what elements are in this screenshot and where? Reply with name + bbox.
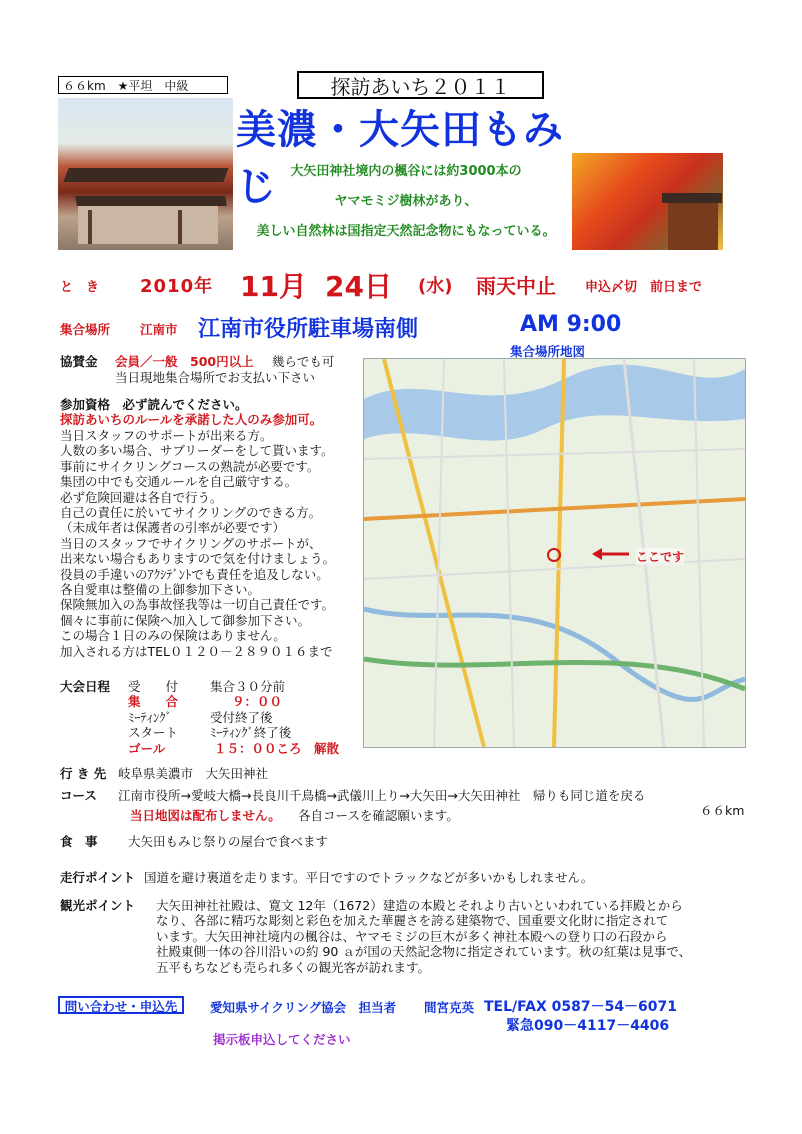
- schedule-key: 集 合: [128, 694, 179, 710]
- sightseeing-line: 大矢田神社社殿は、寛文 12年（1672）建造の本殿とそれより古いといわれている拝殿とから: [156, 898, 683, 913]
- schedule-row: [128, 710, 339, 725]
- schedule-key: スタート: [128, 725, 179, 741]
- course-warning: 当日地図は配布しません。: [130, 808, 281, 823]
- destination-label: 行 き 先: [60, 766, 107, 781]
- date-weekday: (水): [418, 276, 453, 297]
- qualification-line: 保険無加入の為事故怪我等は一切自己責任です。: [60, 597, 335, 613]
- autumn-leaves-photo-right: [572, 153, 723, 250]
- schedule-row: [128, 694, 339, 709]
- board-note: 掲示板申込してください: [213, 1032, 351, 1047]
- schedule-row: [128, 725, 339, 740]
- category-tag: ６６km ★平坦 中級: [58, 76, 228, 94]
- qualification-line: 当日のスタッフでサイクリングのサポートが、: [60, 535, 322, 551]
- weather-note: 雨天中止: [476, 274, 556, 298]
- schedule-value: 集合３０分前: [210, 679, 286, 694]
- date-month: 11月: [240, 270, 307, 303]
- schedule-row: [128, 741, 339, 756]
- contact-tel: TEL/FAX 0587－54－6071: [484, 999, 678, 1015]
- qualification-line: 集団の中でも交通ルールを自己厳守する。: [60, 474, 298, 490]
- course-distance: ６６km: [700, 803, 745, 818]
- destination-value: 岐阜県美濃市 大矢田神社: [118, 766, 269, 781]
- schedule-label: 大会日程: [60, 679, 111, 694]
- qualification-line: 各自愛車は整備の上御参加下さい。: [60, 582, 261, 598]
- sightseeing-line: 社殿東側一体の谷川沿いの約 90 ａが国の天然記念物に指定されています。秋の紅葉は見事で、: [156, 944, 692, 960]
- schedule-key: ゴール: [128, 740, 166, 756]
- meeting-place: 江南市役所駐車場南側: [198, 317, 419, 342]
- qualification-label: 参加資格 必ず読んでください。: [60, 397, 248, 412]
- intro-line-3: 美しい自然林は国指定天然記念物にもなっている。: [256, 224, 556, 239]
- meeting-time: AM 9:00: [520, 312, 622, 337]
- fee-note: 当日現地集合場所でお支払い下さい: [115, 370, 316, 385]
- schedule-value: ９：００: [232, 694, 283, 710]
- sightseeing-line: なり、各部に精巧な彫刻と彩色を加えた華麗さを誇る建築物で、国重要文化財に指定されて: [156, 913, 669, 929]
- deadline-note: 申込〆切 前日まで: [585, 280, 703, 295]
- fee-label: 協賛金: [60, 354, 98, 369]
- qualification-line: 事前にサイクリングコースの熟読が必要です。: [60, 458, 320, 474]
- date-label: と き: [60, 280, 100, 295]
- page-title: 美濃・大矢田もみじ: [236, 107, 564, 210]
- schedule-value: ﾐｰﾃｨﾝｸﾞ終了後: [210, 725, 292, 741]
- map-graphic: [364, 359, 745, 747]
- qualification-line: 個々に事前に保険へ加入して御参加下さい。: [60, 612, 311, 628]
- course-label: コース: [60, 788, 97, 803]
- intro-line-1: 大矢田神社境内の楓谷には約3000本の: [290, 164, 522, 179]
- map-marker-label: ここです: [636, 550, 685, 564]
- date-year: 2010年: [140, 276, 214, 297]
- intro-line-2: ヤマモミジ樹林があり、: [334, 194, 478, 209]
- map-caption: 集合場所地図: [510, 344, 586, 359]
- meeting-label: 集合場所: [60, 322, 111, 337]
- qualification-line: 必ず危険回避は各自で行う。: [60, 489, 223, 505]
- qualification-line: この場合１日のみの保険はありません。: [60, 628, 286, 644]
- sightseeing-label: 観光ポイント: [60, 898, 136, 913]
- qualification-line: 加入される方はTEL０１２０－２８９０１６まで: [60, 643, 333, 659]
- sightseeing-line: います。大矢田神社境内の楓谷は、ヤマモミジの巨木が多く神社本殿への登り口の石段から: [156, 928, 668, 944]
- schedule-value: 受付終了後: [210, 709, 273, 725]
- schedule-value: １５：００ころ 解散: [214, 740, 340, 756]
- schedule-table: [128, 679, 339, 756]
- sightseeing-line: 五平もちなども売られ多くの観光客が訪れます。: [156, 959, 431, 975]
- schedule-row: [128, 679, 339, 694]
- schedule-key: ﾐｰﾃｨﾝｸﾞ: [128, 709, 172, 725]
- qualification-line: 自己の責任に於いてサイクリングのできる方。: [60, 505, 322, 521]
- series-title: 探訪あいち２０１１: [297, 71, 544, 99]
- contact-emergency: 緊急090－4117－4406: [506, 1018, 670, 1034]
- qualification-list: [60, 428, 370, 659]
- meeting-map: [363, 358, 746, 748]
- schedule-key: 受 付: [128, 679, 179, 694]
- riding-value: 国道を避け裏道を走ります。平日ですのでトラックなどが多いかもしれません。: [144, 870, 594, 885]
- qualification-line: 人数の多い場合、サブリーダーをして貰います。: [60, 443, 334, 459]
- qualification-highlight: 探訪あいちのルールを承諾した人のみ参加可。: [60, 412, 323, 427]
- qualification-line: （未成年者は保護者の引率が必要です）: [60, 520, 286, 536]
- fee-any: 幾らでも可: [272, 354, 335, 369]
- riding-label: 走行ポイント: [60, 870, 136, 885]
- date-day: 24日: [325, 270, 392, 303]
- qualification-line: 出来ない場合もありますので気を付けましょう。: [60, 551, 336, 567]
- meal-value: 大矢田もみじ祭りの屋台で食べます: [128, 834, 329, 849]
- course-warning-rest: 各自コースを確認願います。: [298, 808, 459, 823]
- contact-org: 愛知県サイクリング協会 担当者: [210, 1000, 397, 1015]
- qualification-line: 当日スタッフのサポートが出来る方。: [60, 428, 273, 443]
- sightseeing-text: [156, 898, 756, 975]
- contact-person: 間宮克英: [424, 1000, 475, 1015]
- qualification-line: 役員の手違いのｱｸｼﾃﾞﾝﾄでも責任を追及しない。: [60, 566, 329, 582]
- fee-member: 会員／一般 500円以上: [115, 354, 254, 369]
- meeting-city: 江南市: [140, 322, 178, 337]
- meal-label: 食 事: [60, 834, 98, 849]
- shrine-photo-left: [58, 98, 233, 250]
- course-value: 江南市役所→愛岐大橋→長良川千鳥橋→武儀川上り→大矢田→大矢田神社 帰りも同じ道を戻る: [118, 788, 646, 803]
- contact-label: 問い合わせ・申込先: [58, 996, 184, 1014]
